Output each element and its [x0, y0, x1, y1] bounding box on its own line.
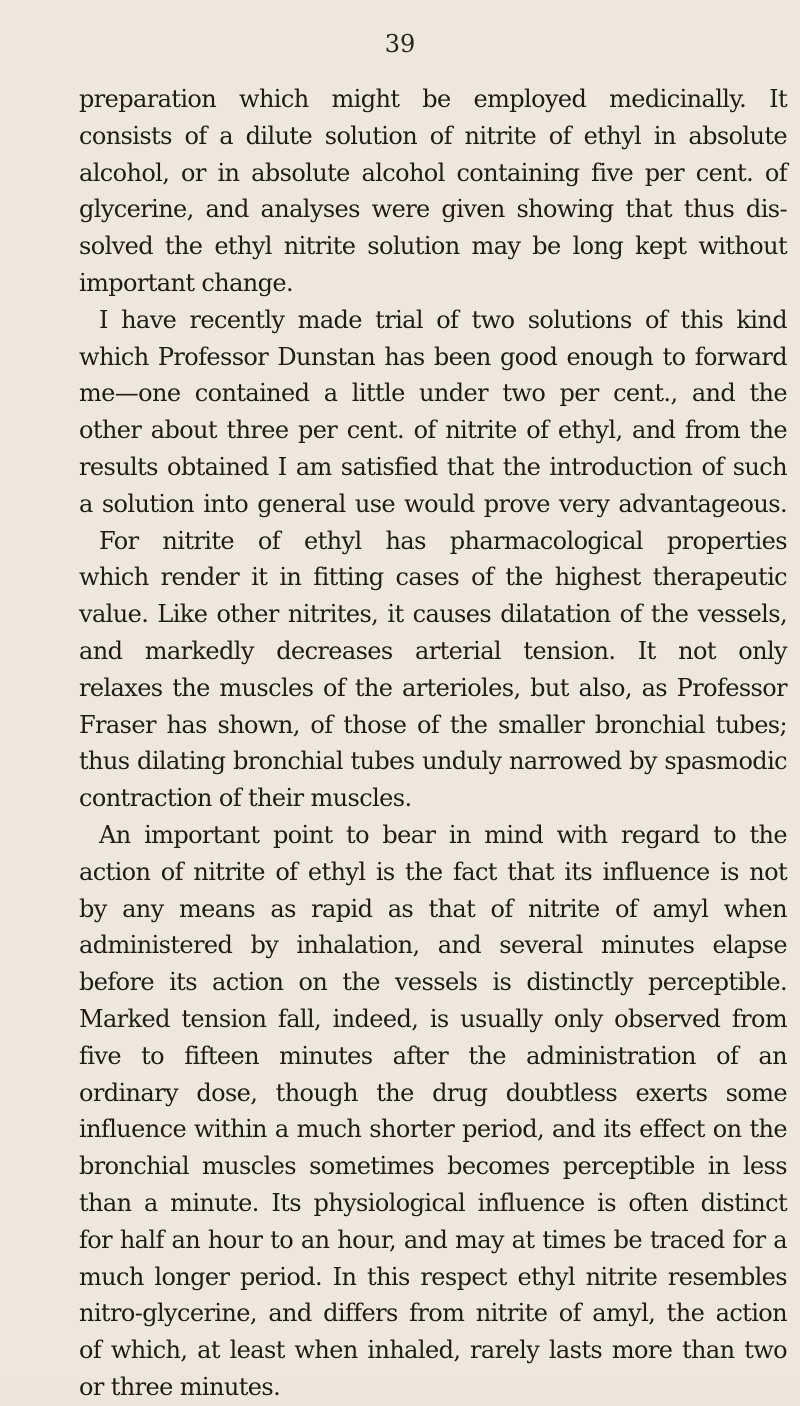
text-line: for half an hour to an hour, and may at times be traced for a	[79, 1225, 787, 1254]
text-line: An important point to bear in mind with regard to the	[99, 820, 787, 849]
text-line: results obtained I am satisfied that the introduction of such	[79, 452, 787, 481]
text-line: contraction of their muscles.	[79, 784, 412, 813]
text-line: Marked tension fall, indeed, is usually only observed from	[79, 1004, 787, 1033]
text-line: preparation which might be employed medicinally. It	[79, 85, 787, 113]
text-line: or three minutes.	[79, 1372, 281, 1401]
text-line: and markedly decreases arterial tension. It not only	[79, 636, 787, 665]
text-line: other about three per cent. of nitrite of ethyl, and from the	[79, 416, 787, 445]
text-line: ordinary dose, though the drug doubtless exerts some	[79, 1078, 787, 1107]
text-line: I have recently made trial of two solutions of this kind	[99, 305, 787, 334]
text-line: consists of a dilute solution of nitrite of ethyl in absolute	[79, 121, 787, 150]
text-line: value. Like other nitrites, it causes dilatation of the vessels,	[79, 600, 787, 629]
text-line: action of nitrite of ethyl is the fact that its influence is not	[79, 857, 787, 886]
text-line: than a minute. Its physiological influence is often distinct	[79, 1188, 787, 1217]
text-line: by any means as rapid as that of nitrite of amyl when	[79, 894, 787, 923]
text-line: of which, at least when inhaled, rarely lasts more than two	[79, 1336, 787, 1365]
text-line: For nitrite of ethyl has pharmacological properties	[99, 526, 787, 555]
text-line: administered by inhalation, and several minutes elapse	[79, 931, 787, 960]
text-line: alcohol, or in absolute alcohol containing five per cent. of	[79, 158, 787, 187]
text-line: glycerine, and analyses were given showing that thus dis-	[79, 195, 787, 224]
text-line: before its action on the vessels is distinctly perceptible.	[79, 968, 787, 997]
body-text	[79, 81, 787, 1406]
text-line: important change.	[79, 268, 294, 297]
text-line: five to fifteen minutes after the administration of an	[79, 1041, 787, 1070]
page-number: 39	[384, 30, 416, 58]
text-line: which Professor Dunstan has been good enough to forward	[79, 342, 787, 371]
text-line: thus dilating bronchial tubes unduly narrowed by spasmodic	[79, 747, 787, 776]
text-line: nitro-glycerine, and differs from nitrite of amyl, the action	[79, 1299, 787, 1328]
text-line: Fraser has shown, of those of the smaller bronchial tubes;	[79, 710, 787, 739]
text-line: bronchial muscles sometimes becomes perceptible in less	[79, 1152, 787, 1181]
text-line: a solution into general use would prove very advantageous.	[79, 489, 787, 518]
text-line: relaxes the muscles of the arterioles, but also, as Professor	[79, 673, 787, 702]
text-line: influence within a much shorter period, and its effect on the	[79, 1115, 787, 1144]
text-line: much longer period. In this respect ethyl nitrite resembles	[79, 1262, 787, 1291]
text-line: me—one contained a little under two per cent., and the	[79, 379, 787, 408]
text-line: which render it in fitting cases of the highest therapeutic	[79, 563, 787, 592]
text-line: solved the ethyl nitrite solution may be long kept without	[79, 232, 787, 261]
